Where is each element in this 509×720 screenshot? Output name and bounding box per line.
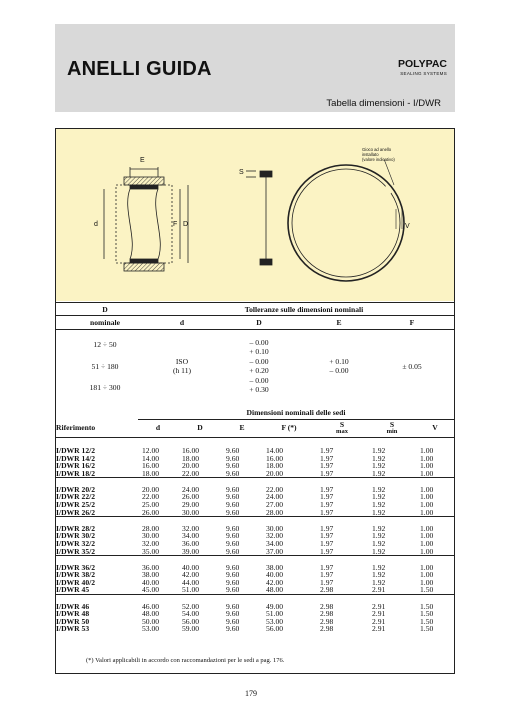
value-cell: 1.92 (372, 507, 386, 517)
reference-cell: I/DWR 46 (56, 601, 90, 611)
dims-body (56, 437, 454, 633)
value-cell: 1.00 (420, 492, 434, 502)
value-cell: 1.97 (320, 492, 334, 502)
value-cell: 9.60 (226, 577, 240, 587)
value-cell: 9.60 (226, 500, 240, 510)
value-cell: 1.97 (320, 562, 334, 572)
value-cell: 53.00 (266, 616, 284, 626)
table-row (56, 462, 454, 470)
value-cell: 1.00 (420, 523, 434, 533)
value-cell: 20.00 (142, 484, 160, 494)
range-value: 12 ÷ 50 (93, 340, 117, 349)
table-row (56, 571, 454, 579)
value-cell: 2.91 (372, 616, 386, 626)
value-cell: 51.00 (266, 609, 284, 619)
value-cell: 1.00 (420, 562, 434, 572)
value-cell: 27.00 (266, 500, 284, 510)
tol-value: + 0.20 (249, 366, 269, 376)
value-cell: 9.60 (226, 531, 240, 541)
col-E: E (336, 318, 342, 327)
value-cell: 1.92 (372, 446, 386, 455)
value-cell: 32.00 (142, 538, 160, 548)
value-cell: 36.00 (182, 538, 200, 548)
value-cell: 44.00 (182, 577, 200, 587)
page-subtitle: Tabella dimensioni - I/DWR (326, 98, 441, 109)
table-row (56, 447, 454, 455)
footnote: (*) Valori applicabili in accordo con raccomandazioni per le sedi a pag. 176. (86, 657, 285, 664)
technical-drawing (56, 129, 454, 301)
dims-col-header (56, 419, 138, 437)
value-cell: 9.60 (226, 461, 240, 471)
value-cell: 40.00 (182, 562, 200, 572)
value-cell: 39.00 (182, 546, 200, 556)
dims-col-header (416, 419, 454, 437)
col-label: F (*) (281, 423, 297, 433)
reference-cell: I/DWR 38/2 (56, 570, 96, 580)
dimension-table (56, 407, 454, 633)
brand-logo (398, 58, 447, 76)
value-cell: 30.00 (182, 507, 200, 517)
value-cell: 16.00 (266, 453, 284, 463)
value-cell: 18.00 (182, 453, 200, 463)
tolerance-table (56, 302, 454, 397)
value-cell: 1.97 (320, 484, 334, 494)
value-cell: 1.92 (372, 484, 386, 494)
value-cell: 9.60 (226, 562, 240, 572)
brand-subtitle: SEALING SYSTEMS (400, 71, 447, 76)
dims-col-header (222, 419, 262, 437)
value-cell: 1.97 (320, 446, 334, 455)
value-cell: 1.97 (320, 538, 334, 548)
value-cell: 2.98 (320, 585, 334, 595)
label-D: D (183, 221, 189, 228)
table-row (56, 501, 454, 509)
note-line: installato (362, 152, 379, 157)
value-cell: 9.60 (226, 601, 240, 611)
col-d: d (179, 318, 185, 327)
value-cell: 1.00 (420, 546, 434, 556)
table-row (56, 610, 454, 618)
col-label: V (432, 423, 438, 433)
table-row (56, 470, 454, 478)
value-cell: 24.00 (266, 492, 284, 502)
value-cell: 16.00 (182, 446, 200, 455)
value-cell: 1.00 (420, 577, 434, 587)
tol-value: – 0.00 (249, 356, 269, 366)
value-cell: 14.00 (266, 446, 284, 455)
table-row (56, 618, 454, 626)
value-cell: 2.98 (320, 616, 334, 626)
value-cell: 9.60 (226, 484, 240, 494)
value-cell: 1.50 (420, 585, 434, 595)
content-panel (55, 128, 455, 674)
value-cell: 2.91 (372, 585, 386, 595)
value-cell: 25.00 (142, 500, 160, 510)
value-cell: 9.60 (226, 546, 240, 556)
label-S: S (239, 169, 244, 176)
value-cell: 36.00 (142, 562, 160, 572)
value-cell: 54.00 (182, 609, 200, 619)
value-cell: 1.00 (420, 538, 434, 548)
value-cell: 53.00 (142, 624, 160, 634)
range-value: 181 ÷ 300 (89, 383, 121, 392)
dims-col-header (368, 419, 416, 437)
table-row (56, 586, 454, 594)
value-cell: 1.97 (320, 570, 334, 580)
value-cell: 1.92 (372, 562, 386, 572)
col-label: d (155, 423, 161, 433)
table-row (56, 486, 454, 494)
value-cell: 1.00 (420, 531, 434, 541)
value-cell: 9.60 (226, 585, 240, 595)
tolerance-heading: Tolleranze sulle dimensioni nominali (154, 303, 454, 316)
value-cell: 49.00 (266, 601, 284, 611)
value-cell: 56.00 (182, 616, 200, 626)
reference-cell: I/DWR 22/2 (56, 492, 96, 502)
value-cell: 1.92 (372, 468, 386, 478)
value-cell: 29.00 (182, 500, 200, 510)
reference-cell: I/DWR 12/2 (56, 446, 96, 455)
col-label: S (339, 420, 345, 430)
value-cell: 30.00 (266, 523, 284, 533)
value-cell: 9.60 (226, 468, 240, 478)
value-cell: 9.60 (226, 523, 240, 533)
value-cell: 1.92 (372, 492, 386, 502)
table-row (56, 509, 454, 517)
value-cell: 40.00 (266, 570, 284, 580)
value-cell: 1.97 (320, 468, 334, 478)
dims-col-header (138, 419, 178, 437)
reference-cell: I/DWR 50 (56, 616, 90, 626)
col-label: E (239, 423, 245, 433)
value-cell: 22.00 (266, 484, 284, 494)
note-line: Gioco ad anello (362, 147, 392, 152)
value-cell: 1.97 (320, 500, 334, 510)
value-cell: 1.97 (320, 461, 334, 471)
label-V: V (405, 223, 410, 230)
value-cell: 2.91 (372, 624, 386, 634)
tol-value: – 0.00 (249, 375, 269, 385)
value-cell: 9.60 (226, 624, 240, 634)
tol-value: + 0.10 (249, 347, 269, 357)
reference-cell: I/DWR 48 (56, 609, 90, 619)
reference-cell: I/DWR 32/2 (56, 538, 96, 548)
reference-cell: I/DWR 53 (56, 624, 90, 634)
note-line: (valore indicativo) (362, 157, 395, 162)
value-cell: 1.92 (372, 523, 386, 533)
value-cell: 42.00 (266, 577, 284, 587)
label-F: F (173, 221, 178, 228)
value-cell: 30.00 (142, 531, 160, 541)
value-cell: 26.00 (142, 507, 160, 517)
col-D: D (256, 318, 262, 327)
value-cell: 2.98 (320, 624, 334, 634)
nominal-label: nominale (90, 318, 120, 327)
value-cell: 1.00 (420, 468, 434, 478)
value-cell: 1.92 (372, 461, 386, 471)
value-cell: 48.00 (266, 585, 284, 595)
value-cell: 46.00 (142, 601, 160, 611)
value-cell: 45.00 (142, 585, 160, 595)
value-cell: 1.97 (320, 523, 334, 533)
value-cell: 12.00 (142, 446, 160, 455)
value-cell: 1.92 (372, 538, 386, 548)
value-cell: 1.00 (420, 453, 434, 463)
tol-value: + 0.10 (329, 356, 349, 366)
value-cell: 20.00 (182, 461, 200, 471)
value-cell: 1.00 (420, 461, 434, 471)
value-cell: 32.00 (182, 523, 200, 533)
value-cell: 1.97 (320, 453, 334, 463)
value-cell: 1.97 (320, 546, 334, 556)
value-cell: 40.00 (142, 577, 160, 587)
table-row (56, 625, 454, 633)
value-cell: 59.00 (182, 624, 200, 634)
reference-cell: I/DWR 16/2 (56, 461, 96, 471)
value-cell: 1.92 (372, 546, 386, 556)
value-cell: 9.60 (226, 446, 240, 455)
reference-cell: I/DWR 30/2 (56, 531, 96, 541)
F-tolerance: ± 0.05 (402, 361, 422, 371)
value-cell: 35.00 (142, 546, 160, 556)
table-row (56, 525, 454, 533)
col-F: F (409, 318, 415, 327)
value-cell: 9.60 (226, 616, 240, 626)
tol-value: – 0.00 (249, 337, 269, 347)
value-cell: 9.60 (226, 453, 240, 463)
reference-cell: I/DWR 36/2 (56, 562, 96, 572)
value-cell: 38.00 (266, 562, 284, 572)
E-tolerance (308, 336, 370, 397)
value-cell: 22.00 (142, 492, 160, 502)
value-cell: 50.00 (142, 616, 160, 626)
value-cell: 1.50 (420, 609, 434, 619)
value-cell: 20.00 (266, 468, 284, 478)
value-cell: 16.00 (142, 461, 160, 471)
reference-cell: I/DWR 18/2 (56, 468, 96, 478)
value-cell: 14.00 (142, 453, 160, 463)
cross-section-view (104, 167, 188, 271)
reference-cell: I/DWR 25/2 (56, 500, 96, 510)
value-cell: 1.00 (420, 570, 434, 580)
value-cell: 18.00 (266, 461, 284, 471)
value-cell: 2.98 (320, 601, 334, 611)
label-d: d (94, 221, 98, 228)
value-cell: 2.91 (372, 601, 386, 611)
col-label: Riferimento (56, 422, 96, 432)
dims-col-header (316, 419, 368, 437)
value-cell: 1.00 (420, 446, 434, 455)
value-cell: 52.00 (182, 601, 200, 611)
D-tolerance (210, 336, 308, 397)
value-cell: 1.00 (420, 507, 434, 517)
table-row (56, 579, 454, 587)
ring-section-view (246, 171, 272, 265)
range-value: 51 ÷ 180 (91, 361, 119, 371)
value-cell: 1.50 (420, 601, 434, 611)
value-cell: 1.00 (420, 500, 434, 510)
value-cell: 48.00 (142, 609, 160, 619)
col-label: D (197, 423, 203, 433)
value-cell: 9.60 (226, 538, 240, 548)
table-row (56, 564, 454, 572)
value-cell: 42.00 (182, 570, 200, 580)
reference-cell: I/DWR 28/2 (56, 523, 96, 533)
value-cell: 9.60 (226, 570, 240, 580)
dims-col-header (178, 419, 222, 437)
reference-cell: I/DWR 20/2 (56, 484, 96, 494)
tol-value: (h 11) (172, 366, 192, 376)
dims-header-row (56, 419, 454, 437)
reference-cell: I/DWR 14/2 (56, 453, 96, 463)
nominal-ranges (56, 336, 154, 397)
d-tolerance (154, 336, 210, 397)
value-cell: 2.91 (372, 609, 386, 619)
value-cell: 34.00 (266, 538, 284, 548)
reference-cell: I/DWR 45 (56, 585, 90, 595)
value-cell: 1.97 (320, 531, 334, 541)
reference-cell: I/DWR 26/2 (56, 507, 96, 517)
value-cell: 22.00 (182, 468, 200, 478)
page-number: 179 (245, 689, 257, 698)
value-cell: 1.92 (372, 570, 386, 580)
brand-name: POLYPAC (397, 58, 447, 70)
dims-col-header (262, 419, 316, 437)
value-cell: 34.00 (182, 531, 200, 541)
page-title: ANELLI GUIDA (67, 58, 212, 80)
value-cell: 2.98 (320, 609, 334, 619)
reference-cell: I/DWR 35/2 (56, 546, 96, 556)
value-cell: 1.97 (320, 507, 334, 517)
value-cell: 28.00 (266, 507, 284, 517)
reference-cell: I/DWR 40/2 (56, 577, 96, 587)
value-cell: 1.92 (372, 531, 386, 541)
value-cell: 9.60 (226, 507, 240, 517)
table-row (56, 548, 454, 556)
value-cell: 32.00 (266, 531, 284, 541)
col-D-header: D (56, 303, 154, 316)
value-cell: 1.50 (420, 616, 434, 626)
value-cell: 1.50 (420, 624, 434, 634)
value-cell: 38.00 (142, 570, 160, 580)
ring-front-view (288, 159, 404, 281)
value-cell: 1.97 (320, 577, 334, 587)
label-E: E (140, 157, 145, 164)
value-cell: 51.00 (182, 585, 200, 595)
value-cell: 9.60 (226, 609, 240, 619)
table-row (56, 540, 454, 548)
value-cell: 56.00 (266, 624, 284, 634)
table-row (56, 532, 454, 540)
value-cell: 1.92 (372, 577, 386, 587)
value-cell: 1.92 (372, 453, 386, 463)
table-row (56, 493, 454, 501)
dims-heading: Dimensioni nominali delle sedi (138, 407, 454, 419)
table-row (56, 603, 454, 611)
value-cell: 28.00 (142, 523, 160, 533)
tol-value: + 0.30 (249, 385, 269, 395)
value-cell: 37.00 (266, 546, 284, 556)
value-cell: 18.00 (142, 468, 160, 478)
value-cell: 24.00 (182, 484, 200, 494)
value-cell: 26.00 (182, 492, 200, 502)
page-header (55, 24, 455, 112)
tol-value: ISO (175, 356, 189, 366)
value-cell: 9.60 (226, 492, 240, 502)
col-sublabel: min (386, 427, 398, 435)
value-cell: 1.00 (420, 484, 434, 494)
table-row (56, 455, 454, 463)
value-cell: 1.92 (372, 500, 386, 510)
col-label: S (389, 420, 395, 430)
ring-gap-note (362, 147, 422, 162)
col-sublabel: max (336, 427, 348, 435)
tol-value: – 0.00 (329, 366, 349, 376)
